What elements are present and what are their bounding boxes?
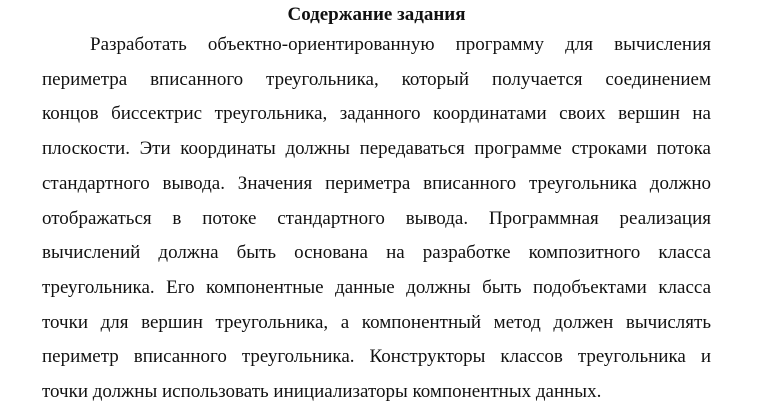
paragraph-line: отображаться в потоке стандартного вывода. Программная реализация [42,207,711,229]
paragraph-line: концов биссектрис треугольника, заданного координатами своих вершин на [42,103,711,125]
paragraph-line: периметра вписанного треугольника, который получается соединением [42,68,711,90]
paragraph-line: точки должны использовать инициализаторы компонентных данных. [42,381,602,403]
document-page [42,2,711,410]
document-title: Содержание задания [287,4,466,25]
task-description-paragraph [42,28,711,410]
paragraph-line: Разработать объектно-ориентированную программу для вычисления [90,34,711,55]
paragraph-line: стандартного вывода. Значения периметра вписанного треугольника должно [42,172,711,194]
paragraph-line: периметр вписанного треугольника. Конструкторы классов треугольника и [42,346,711,368]
paragraph-line: вычислений должна быть основана на разработке композитного класса [42,242,711,264]
paragraph-line: точки для вершин треугольника, а компонентный метод должен вычислять [42,311,711,333]
paragraph-line: треугольника. Его компонентные данные должны быть подобъектами класса [42,276,711,298]
paragraph-line: плоскости. Эти координаты должны передаваться программе строками потока [42,138,711,160]
